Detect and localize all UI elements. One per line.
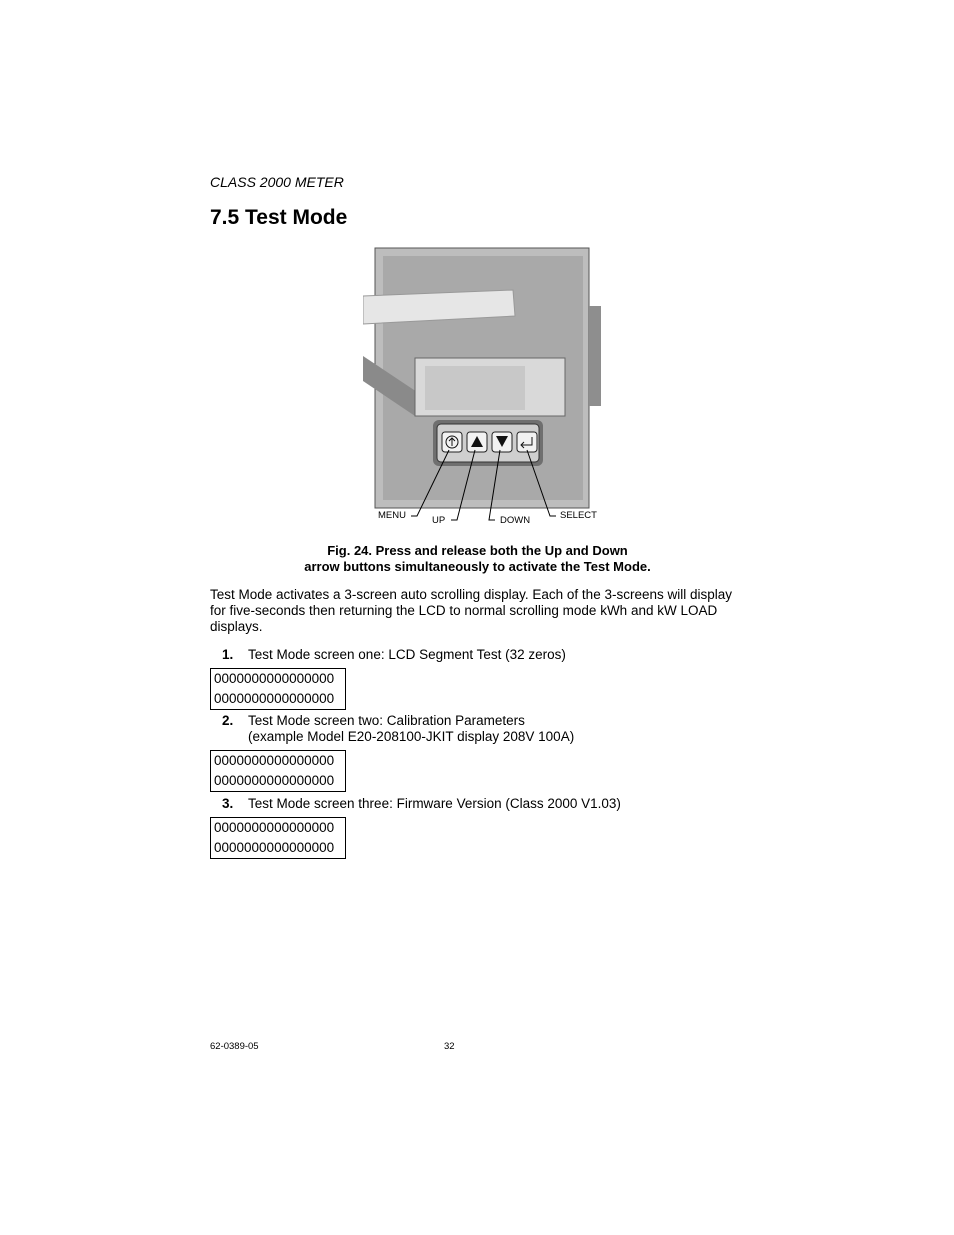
down-label: DOWN — [500, 515, 531, 526]
meter-board-illustration — [363, 246, 603, 532]
lcd-screen-three — [210, 817, 346, 859]
page-number: 32 — [444, 1041, 455, 1052]
lcd-line-2: 0000000000000000 — [214, 691, 335, 706]
lcd-line-1: 0000000000000000 — [214, 820, 335, 835]
meter-keypad-figure — [363, 246, 603, 532]
lcd-screen-one — [210, 668, 346, 710]
lcd-line-1: 0000000000000000 — [214, 671, 335, 686]
step-3 — [222, 796, 621, 812]
step-number: 3. — [222, 796, 234, 811]
step-text-continued: (example Model E20-208100-JKIT display 208V 100A) — [248, 729, 575, 744]
lcd-line-1: 0000000000000000 — [214, 753, 335, 768]
lcd-screen-two — [210, 750, 346, 792]
step-text: Test Mode screen two: Calibration Parameters — [248, 713, 525, 728]
step-1 — [222, 647, 566, 663]
document-number: 62-0389-05 — [210, 1041, 259, 1052]
lcd-line-2: 0000000000000000 — [214, 840, 335, 855]
select-label: SELECT — [560, 510, 597, 521]
step-text: Test Mode screen one: LCD Segment Test (32 zeros) — [248, 647, 566, 662]
menu-label: MENU — [378, 510, 406, 521]
lcd-line-2: 0000000000000000 — [214, 773, 335, 788]
up-label: UP — [432, 515, 446, 526]
caption-line-1: Fig. 24. Press and release both the Up and Down — [327, 543, 628, 558]
caption-line-2: arrow buttons simultaneously to activate the Test Mode. — [304, 559, 651, 574]
figure-caption — [210, 543, 745, 575]
section-title: 7.5 Test Mode — [210, 206, 348, 229]
step-number: 1. — [222, 647, 234, 662]
intro-paragraph: Test Mode activates a 3-screen auto scrolling display. Each of the 3-screens will display for five-seconds then returning the LCD to normal scrolling mode kWh and kW LOAD displays. — [210, 587, 732, 634]
step-number: 2. — [222, 713, 234, 728]
step-2 — [222, 713, 574, 745]
running-header: CLASS 2000 METER — [210, 174, 344, 190]
step-text: Test Mode screen three: Firmware Version (Class 2000 V1.03) — [248, 796, 621, 811]
